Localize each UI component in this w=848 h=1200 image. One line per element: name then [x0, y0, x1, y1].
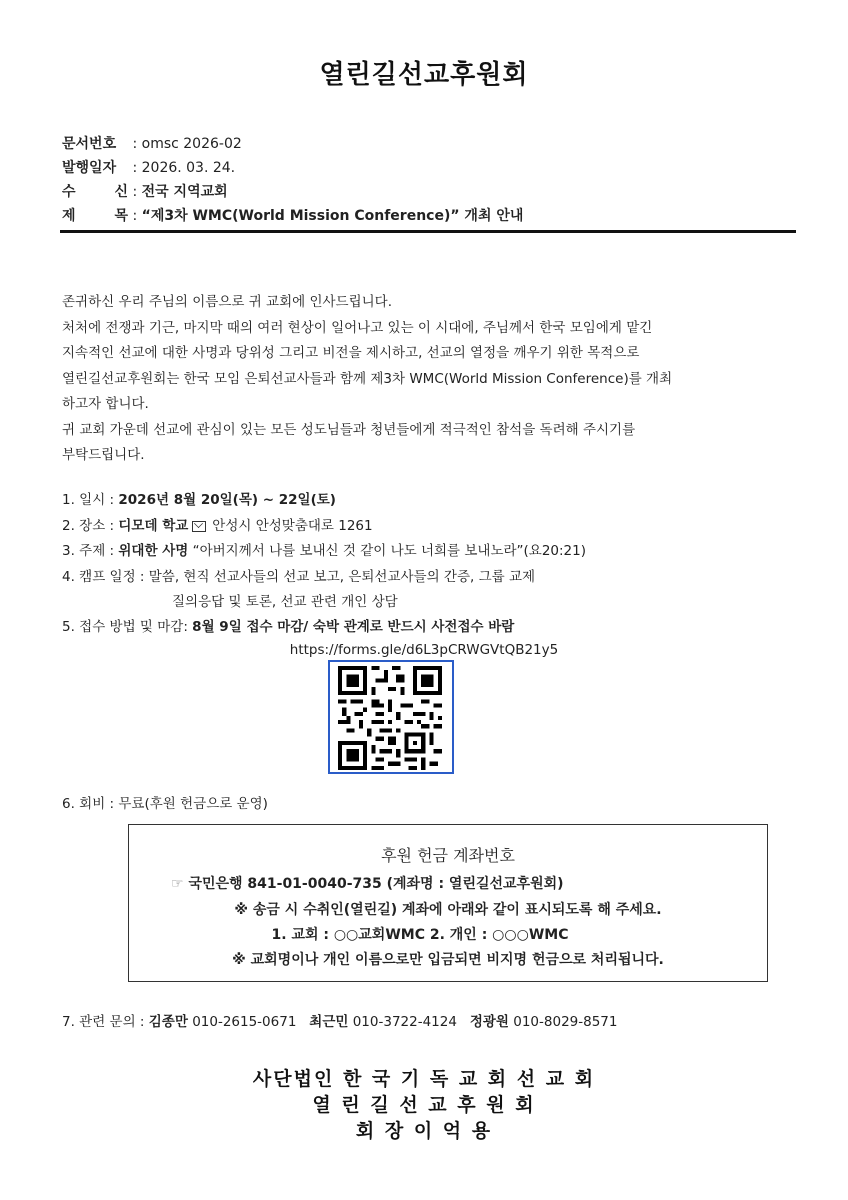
recipient-row: 수 신 : 전국 지역교회 [62, 184, 228, 200]
item-date: 1. 일시 : 2026년 8월 20일(목) ~ 22일(토) [62, 492, 336, 508]
contact-phone: 010-8029-8571 [513, 1014, 618, 1030]
item-camp-schedule: 4. 캠프 일정 : 말씀, 현직 선교사들의 선교 보고, 은퇴선교사들의 간증, 그룹 교제 [62, 569, 536, 585]
bank-account-text: 국민은행 841-01-0040-735 (계좌명 : 열린길선교후원회) [188, 876, 564, 892]
contact-phone: 010-3722-4124 [352, 1014, 457, 1030]
qr-code[interactable] [328, 660, 454, 774]
body-paragraph [62, 290, 792, 469]
theme-quote: “아버지께서 나를 보내신 것 같이 나도 너희를 보내노라”(요20:21) [192, 543, 587, 559]
donation-account-box [128, 824, 768, 982]
subject-value: “제3차 WMC(World Mission Conference)” 개최 안내 [141, 208, 524, 224]
body-line: 처처에 전쟁과 기근, 마지막 때의 여러 현상이 일어나고 있는 이 시대에, 주님께서 한국 모임에게 맡긴 [62, 319, 653, 336]
page-title: 열린길선교후원회 [319, 60, 529, 90]
event-theme: 위대한 사명 [118, 543, 189, 559]
contact-name: 정광원 [469, 1014, 509, 1030]
footer-president: 회 장 이 억 용 [355, 1120, 493, 1142]
body-line: 열린길선교후원회는 한국 모임 은퇴선교사들과 함께 제3차 WMC(World Mission Conference)를 개최 [62, 370, 673, 387]
transfer-example: 1. 교회 : ○○교회WMC 2. 개인 : ○○○WMC [271, 927, 569, 943]
event-place: 디모데 학교 [118, 518, 189, 534]
item-camp-schedule-cont: 질의응답 및 토론, 선교 관련 개인 상담 [172, 594, 398, 610]
item-place: 2. 장소 : 디모데 학교 안성시 안성맞춤대로 1261 [62, 518, 373, 534]
event-date: 2026년 8월 20일(목) ~ 22일(토) [118, 492, 336, 508]
bank-account-line [171, 873, 564, 893]
footer-organization: 사단법인 한 국 기 독 교 회 선 교 회 [252, 1068, 596, 1090]
recipient-value: 전국 지역교회 [141, 184, 228, 200]
doc-number-label: 문서번호 [62, 136, 117, 152]
event-address: 안성시 안성맞춤대로 1261 [212, 518, 373, 534]
donation-title: 후원 헌금 계좌번호 [381, 846, 515, 865]
body-line: 존귀하신 우리 주님의 이름으로 귀 교회에 인사드립니다. [62, 294, 392, 310]
body-line: 귀 교회 가운데 선교에 관심이 있는 모든 성도님들과 청년들에게 적극적인 참석을 독려해 주시기를 [62, 421, 636, 438]
contact-line: 7. 관련 문의 : 김종만 010-2615-0671 최근민 010-3722-4124 정광원 010-8029-8571 [62, 1014, 618, 1030]
item-fee: 6. 회비 : 무료(후원 헌금으로 운영) [62, 796, 268, 812]
contact-name: 최근민 [309, 1014, 349, 1030]
subject-row: 제 목 : “제3차 WMC(World Mission Conference)” 개최 안내 [62, 208, 524, 224]
issue-date-row: 발행일자 : 2026. 03. 24. [62, 160, 236, 176]
issue-date-value: 2026. 03. 24. [141, 160, 236, 176]
qr-code-image [338, 666, 442, 770]
mail-icon [192, 521, 206, 532]
item-registration: 5. 접수 방법 및 마감: 8월 9일 접수 마감/ 숙박 관계로 반드시 사전접수 바람 [62, 619, 515, 635]
header-divider [60, 230, 796, 233]
doc-number-row: 문서번호 : omsc 2026-02 [62, 136, 242, 152]
body-line: 하고자 합니다. [62, 396, 149, 412]
registration-deadline: 8월 9일 접수 마감/ 숙박 관계로 반드시 사전접수 바람 [192, 619, 515, 635]
pointing-hand-icon: ☞ [171, 876, 184, 892]
contact-phone: 010-2615-0671 [192, 1014, 297, 1030]
body-line: 부탁드립니다. [62, 447, 145, 463]
transfer-warning: ※ 교회명이나 개인 이름으로만 입금되면 비지명 헌금으로 처리됩니다. [232, 952, 664, 968]
item-theme: 3. 주제 : 위대한 사명 “아버지께서 나를 보내신 것 같이 나도 너희를 보내노라”(요20:21) [62, 543, 587, 559]
footer-association: 열 린 길 선 교 후 원 회 [312, 1094, 536, 1116]
contact-name: 김종만 [148, 1014, 188, 1030]
issue-date-label: 발행일자 [62, 160, 117, 176]
subject-label: 제 목 [62, 208, 128, 224]
body-line: 지속적인 선교에 대한 사명과 당위성 그리고 비전을 제시하고, 선교의 열정을 깨우기 위한 목적으로 [62, 345, 640, 361]
doc-number-value: omsc 2026-02 [141, 136, 242, 152]
registration-url[interactable]: https://forms.gle/d6L3pCRWGVtQB21y5 [289, 642, 559, 658]
recipient-label: 수 신 [62, 184, 128, 200]
transfer-note: ※ 송금 시 수취인(열린길) 계좌에 아래와 같이 표시되도록 해 주세요. [234, 902, 662, 918]
